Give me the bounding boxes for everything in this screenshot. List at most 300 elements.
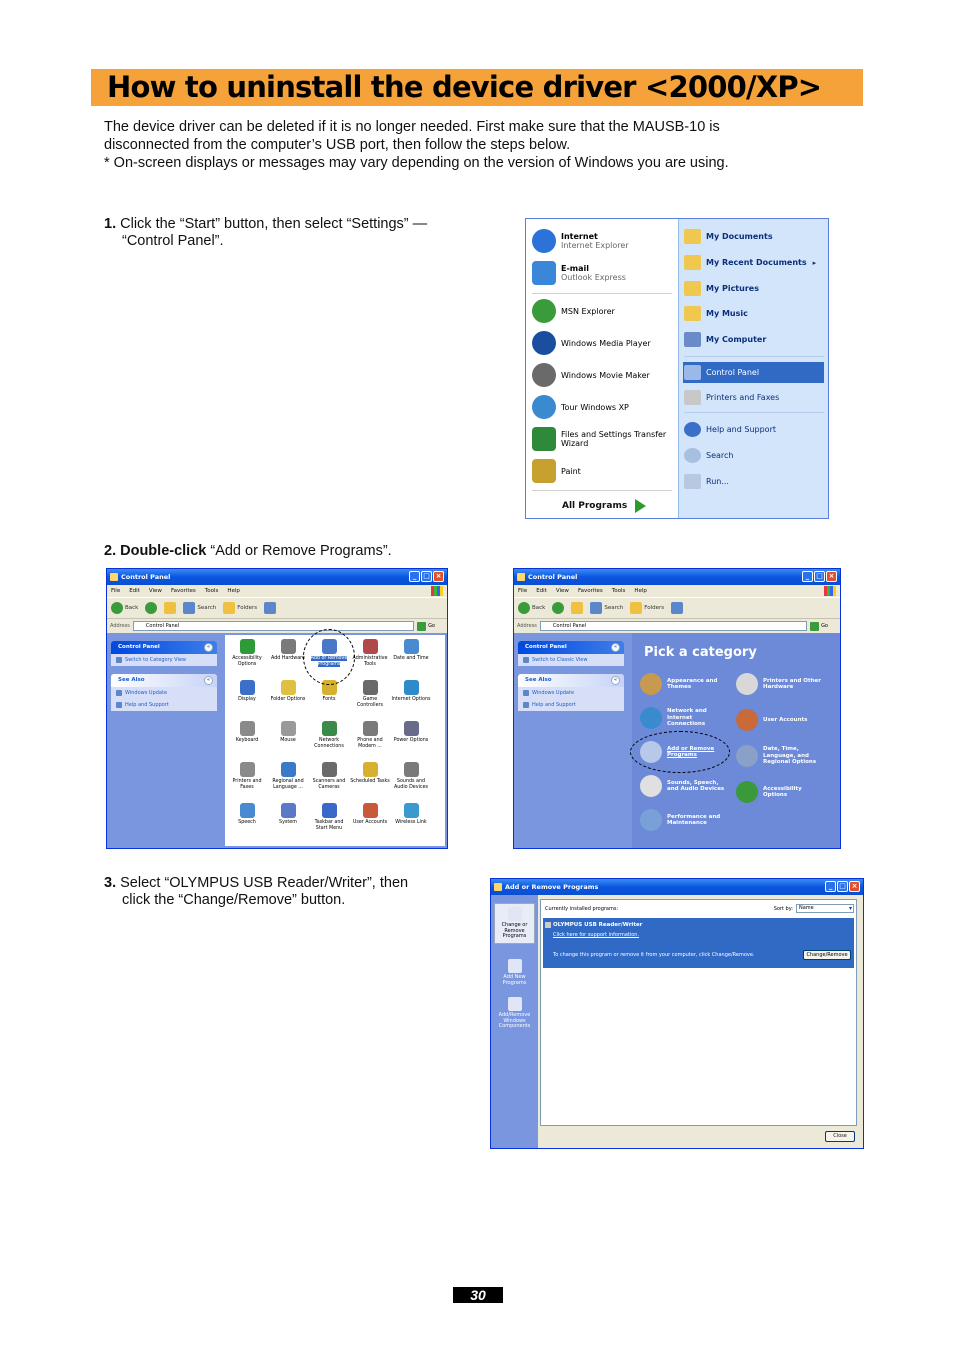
step-3 xyxy=(104,875,408,909)
chevron-right-icon: ▸ xyxy=(812,258,817,267)
control-panel-applet-icon xyxy=(404,639,419,654)
address-label: Address xyxy=(110,623,130,629)
step-text: click the “Change/Remove” button. xyxy=(122,892,346,908)
control-panel-applet-icon xyxy=(240,721,255,736)
cp-icon-label: Regional and Language ... xyxy=(272,779,304,790)
start-item-internet[interactable] xyxy=(532,229,629,253)
start-item-label: My Computer xyxy=(706,335,767,344)
category-item[interactable] xyxy=(736,745,816,767)
go-button[interactable] xyxy=(810,622,840,631)
go-button[interactable] xyxy=(417,622,447,631)
start-item-label: Run... xyxy=(706,477,729,486)
start-menu-separator xyxy=(532,490,672,491)
arrow-right-icon xyxy=(635,499,646,513)
cp-icon-label: Fonts xyxy=(322,697,336,702)
cp-icon-item[interactable] xyxy=(391,639,431,662)
cp-icon-label: Keyboard xyxy=(235,738,259,743)
collapse-icon[interactable]: « xyxy=(611,643,620,652)
start-item-label: Search xyxy=(706,451,734,460)
cp-icon-item[interactable] xyxy=(391,803,431,826)
start-item-label: Files and Settings Transfer xyxy=(561,430,667,439)
start-menu-separator xyxy=(684,356,824,357)
forward-arrow-icon xyxy=(145,602,157,614)
transfer-wizard-icon xyxy=(532,427,556,451)
views-button[interactable] xyxy=(264,602,276,614)
control-panel-icon xyxy=(110,573,118,581)
back-button[interactable] xyxy=(518,602,545,614)
start-item-label: My Documents xyxy=(706,232,773,241)
windows-components-icon xyxy=(508,997,522,1011)
start-item-label: Paint xyxy=(561,466,581,476)
search-button[interactable] xyxy=(183,602,216,614)
cp-icon-label: Power Options xyxy=(393,738,429,743)
start-item-search[interactable] xyxy=(684,448,733,463)
media-player-icon xyxy=(532,331,556,355)
cp-icon-item[interactable] xyxy=(227,803,267,826)
music-folder-icon xyxy=(684,306,701,321)
collapse-icon[interactable]: « xyxy=(204,676,213,685)
category-label-line: Accessibility xyxy=(763,785,802,792)
category-label-line: Options xyxy=(763,792,788,798)
cp-icon-item[interactable] xyxy=(268,639,308,662)
start-item-title: Internet xyxy=(561,232,598,241)
cp-icon-label: User Accounts xyxy=(352,820,388,825)
close-icon[interactable]: × xyxy=(826,571,837,582)
search-button[interactable] xyxy=(590,602,623,614)
cp-icon-item[interactable] xyxy=(309,762,349,790)
back-arrow-icon xyxy=(111,602,123,614)
up-button[interactable] xyxy=(571,602,583,614)
category-label xyxy=(667,814,720,827)
all-programs-button[interactable] xyxy=(562,499,646,513)
control-panel-applet-icon xyxy=(322,803,337,818)
toolbar xyxy=(107,597,447,619)
folder-icon xyxy=(684,255,701,270)
menu-tools[interactable]: Tools xyxy=(611,588,626,594)
intro-note: * On-screen displays or messages may vary depending on the version of Windows you are using. xyxy=(104,155,729,171)
control-panel-applet-icon xyxy=(322,721,337,736)
intro-line: disconnected from the computer’s USB port, then follow the steps below. xyxy=(104,137,571,153)
installed-programs-list xyxy=(540,899,857,1126)
program-row-olympus[interactable] xyxy=(543,918,854,968)
start-item-label: Wizard xyxy=(561,439,589,448)
start-item-label: Tour Windows XP xyxy=(561,402,629,412)
switch-view-link[interactable]: Switch to Classic View xyxy=(518,654,624,666)
go-arrow-icon xyxy=(417,622,426,631)
folders-button[interactable] xyxy=(223,602,257,614)
category-icon xyxy=(736,673,758,695)
start-item-help[interactable] xyxy=(684,422,776,437)
sidebar-label: Windows xyxy=(503,1017,526,1024)
address-bar xyxy=(107,619,447,633)
start-menu-separator xyxy=(532,293,672,294)
add-remove-icon xyxy=(494,883,502,891)
cp-icon-item[interactable] xyxy=(350,680,390,708)
step-text: “Control Panel”. xyxy=(122,233,224,249)
back-button[interactable] xyxy=(111,602,138,614)
windows-logo-icon xyxy=(824,586,836,596)
sidebar-label: Programs xyxy=(502,933,527,939)
cp-icon-label: Mouse xyxy=(280,738,296,743)
step-number: 2. xyxy=(104,543,117,559)
category-item[interactable] xyxy=(640,809,720,831)
menu-view[interactable]: View xyxy=(555,588,569,594)
menu-edit[interactable]: Edit xyxy=(536,588,547,594)
search-label: Search xyxy=(197,605,217,611)
go-label: Go xyxy=(821,623,828,629)
task-panel-see-also xyxy=(111,674,217,711)
start-item-label: My Recent Documents xyxy=(706,258,807,267)
folder-up-icon xyxy=(571,602,583,614)
menu-bar xyxy=(107,585,447,597)
menu-file[interactable]: File xyxy=(518,588,528,594)
control-panel-applet-icon xyxy=(281,680,296,695)
start-item-label: Windows Media Player xyxy=(561,338,651,348)
cp-icon-label: Speech xyxy=(238,820,256,825)
start-item-media-player[interactable] xyxy=(532,331,651,355)
control-panel-applet-icon xyxy=(281,803,296,818)
collapse-icon[interactable]: « xyxy=(611,676,620,685)
forward-button[interactable] xyxy=(552,602,564,614)
control-panel-applet-icon xyxy=(281,762,296,777)
folder-icon xyxy=(684,229,701,244)
cp-icon-item[interactable] xyxy=(268,680,308,703)
go-label: Go xyxy=(428,623,435,629)
control-panel-applet-icon xyxy=(404,762,419,777)
search-icon xyxy=(684,448,701,463)
start-item-label: Printers and Faxes xyxy=(706,393,780,402)
windows-update-link[interactable]: Windows Update xyxy=(111,687,217,699)
menu-favorites[interactable]: Favorites xyxy=(577,588,603,594)
cp-icon-label: Internet Options xyxy=(391,697,431,702)
switch-view-link[interactable]: Switch to Category View xyxy=(111,654,217,666)
task-pane xyxy=(111,641,217,719)
paint-brush-icon xyxy=(532,459,556,483)
category-label-line: Hardware xyxy=(763,684,794,690)
go-arrow-icon xyxy=(810,622,819,631)
close-button[interactable]: Close xyxy=(825,1131,855,1142)
start-item-printers[interactable] xyxy=(684,390,779,405)
back-label: Back xyxy=(532,605,546,611)
cp-icon-label: Accessibility Options xyxy=(232,656,262,667)
task-panel-title: Control Panel xyxy=(525,644,567,650)
folders-icon xyxy=(223,602,235,614)
change-remove-message: To change this program or remove it from your computer, click Change/Remove. xyxy=(553,952,755,958)
printer-icon xyxy=(684,390,701,405)
cp-icon-item[interactable] xyxy=(268,762,308,790)
up-button[interactable] xyxy=(164,602,176,614)
back-label: Back xyxy=(125,605,139,611)
folders-button[interactable] xyxy=(630,602,664,614)
cp-icon-label: Phone and Modem ... xyxy=(357,738,383,749)
start-item-my-documents[interactable] xyxy=(684,229,773,244)
control-panel-classic-screenshot xyxy=(106,568,448,849)
category-item[interactable] xyxy=(736,709,807,731)
start-item-my-music[interactable] xyxy=(684,306,748,321)
cp-icon-item[interactable] xyxy=(268,803,308,826)
window-titlebar xyxy=(107,569,447,585)
arp-sidebar xyxy=(491,895,538,1148)
forward-button[interactable] xyxy=(145,602,157,614)
category-label xyxy=(763,746,816,766)
start-item-label: MSN Explorer xyxy=(561,306,615,316)
step-text: Select “OLYMPUS USB Reader/Writer”, then xyxy=(120,875,409,891)
minimize-icon[interactable]: _ xyxy=(409,571,420,582)
page-number: 30 xyxy=(453,1287,503,1303)
views-icon xyxy=(264,602,276,614)
maximize-icon[interactable]: □ xyxy=(421,571,432,582)
control-panel-applet-icon xyxy=(363,680,378,695)
start-item-msn-explorer[interactable] xyxy=(532,299,615,323)
sidebar-label: Programs xyxy=(502,979,527,986)
start-item-my-pictures[interactable] xyxy=(684,281,759,296)
start-item-label: Windows Movie Maker xyxy=(561,370,650,380)
folders-label: Folders xyxy=(644,605,665,611)
control-panel-applet-icon xyxy=(240,803,255,818)
category-item[interactable] xyxy=(640,673,717,695)
help-support-link[interactable]: Help and Support xyxy=(111,699,217,711)
cp-icon-label: Folder Options xyxy=(270,697,306,702)
window-body xyxy=(514,633,840,848)
address-input[interactable]: Control Panel xyxy=(540,621,807,631)
cp-icon-label: Printers and Faxes xyxy=(232,779,262,790)
control-panel-applet-icon xyxy=(281,721,296,736)
views-icon xyxy=(671,602,683,614)
sort-by xyxy=(774,904,854,913)
add-new-programs-button[interactable] xyxy=(494,959,535,986)
category-label xyxy=(763,678,821,691)
start-item-label: Help and Support xyxy=(706,425,776,434)
address-input[interactable]: Control Panel xyxy=(133,621,414,631)
start-item-title: E-mail xyxy=(561,264,590,273)
cp-icon-label: Display xyxy=(238,697,256,702)
category-label-line: Themes xyxy=(667,684,692,690)
collapse-icon[interactable]: « xyxy=(204,643,213,652)
cp-icon-label: System xyxy=(279,820,297,825)
cp-icon-item[interactable] xyxy=(350,639,390,667)
cp-icon-item[interactable] xyxy=(391,680,431,703)
start-menu-right-pane xyxy=(678,219,828,518)
start-item-transfer-wizard[interactable] xyxy=(532,427,666,451)
cp-icon-item[interactable] xyxy=(350,721,390,749)
add-programs-icon xyxy=(508,959,522,973)
start-menu-screenshot xyxy=(525,218,829,519)
window-body xyxy=(107,633,447,848)
sidebar-label: Components xyxy=(498,1023,531,1029)
change-remove-programs-button[interactable] xyxy=(494,903,535,944)
start-item-run[interactable] xyxy=(684,474,729,489)
menu-help[interactable]: Help xyxy=(227,588,240,594)
search-icon xyxy=(590,602,602,614)
sidebar-label: Add New xyxy=(503,974,526,980)
control-panel-category-screenshot xyxy=(513,568,841,849)
cp-icon-label: Taskbar and Start Menu xyxy=(314,820,344,831)
category-label-line: Language, and xyxy=(763,752,809,759)
category-label-line: Network and xyxy=(667,708,707,715)
back-arrow-icon xyxy=(518,602,530,614)
cp-icon-label: Add or Remove Programs xyxy=(310,656,348,667)
category-item[interactable] xyxy=(640,775,724,797)
cp-icon-item[interactable] xyxy=(391,762,431,790)
cp-icon-item[interactable] xyxy=(227,762,267,790)
category-label-line: Date, Time, xyxy=(763,746,799,753)
menu-favorites[interactable]: Favorites xyxy=(170,588,196,594)
menu-view[interactable]: View xyxy=(148,588,162,594)
minimize-icon[interactable]: _ xyxy=(825,881,836,892)
task-panel-see-also xyxy=(518,674,624,711)
start-menu-left-pane xyxy=(526,219,678,518)
run-icon xyxy=(684,474,701,489)
task-panel-title: See Also xyxy=(118,677,145,683)
folder-up-icon xyxy=(164,602,176,614)
forward-arrow-icon xyxy=(552,602,564,614)
control-panel-applet-icon xyxy=(363,803,378,818)
cp-icon-item[interactable] xyxy=(391,721,431,744)
task-panel-control-panel xyxy=(111,641,217,666)
msn-butterfly-icon xyxy=(532,299,556,323)
menu-file[interactable]: File xyxy=(111,588,121,594)
address-bar xyxy=(514,619,840,633)
start-item-control-panel[interactable] xyxy=(683,362,824,383)
list-header: Currently installed programs: xyxy=(545,906,619,912)
category-label-line: User Accounts xyxy=(763,716,808,723)
toolbar xyxy=(514,597,840,619)
start-item-my-computer[interactable] xyxy=(684,332,766,347)
folders-icon xyxy=(630,602,642,614)
all-programs-label: All Programs xyxy=(562,501,628,511)
add-remove-windows-components-button[interactable] xyxy=(494,997,535,1030)
start-item-paint[interactable] xyxy=(532,459,581,483)
category-heading: Pick a category xyxy=(644,645,757,660)
control-panel-icon xyxy=(684,365,701,380)
menu-help[interactable]: Help xyxy=(634,588,647,594)
start-item-recent-documents[interactable] xyxy=(684,255,816,270)
sidebar-label: Remove xyxy=(504,927,525,934)
menu-edit[interactable]: Edit xyxy=(129,588,140,594)
control-panel-applet-icon xyxy=(363,762,378,777)
computer-icon xyxy=(684,332,701,347)
start-item-tour-xp[interactable] xyxy=(532,395,629,419)
cp-icon-label: Sounds and Audio Devices xyxy=(393,779,429,790)
menu-tools[interactable]: Tools xyxy=(204,588,219,594)
category-label-line: Appearance and xyxy=(667,677,718,684)
program-name: OLYMPUS USB Reader/Writer xyxy=(553,922,643,928)
category-icon xyxy=(736,781,758,803)
start-item-email[interactable] xyxy=(532,261,626,285)
category-label xyxy=(667,678,717,691)
cp-icon-label: Scheduled Tasks xyxy=(350,779,390,784)
window-title: Control Panel xyxy=(528,573,578,581)
minimize-icon[interactable]: _ xyxy=(802,571,813,582)
windows-update-link[interactable]: Windows Update xyxy=(518,687,624,699)
control-panel-applet-icon xyxy=(404,721,419,736)
window-title: Add or Remove Programs xyxy=(505,883,599,891)
category-label-line: Maintenance xyxy=(667,820,707,826)
category-item[interactable] xyxy=(736,673,821,695)
task-panel-title: See Also xyxy=(525,677,552,683)
start-menu-separator xyxy=(684,412,824,413)
help-icon xyxy=(684,422,701,437)
maximize-icon[interactable]: □ xyxy=(837,881,848,892)
step-emphasis: Double-click xyxy=(120,543,207,559)
start-item-movie-maker[interactable] xyxy=(532,363,650,387)
category-label xyxy=(667,780,724,793)
category-icon xyxy=(640,775,662,797)
cp-icon-label: Network Connections xyxy=(314,738,344,749)
arp-main xyxy=(538,895,863,1148)
start-item-label: My Pictures xyxy=(706,284,759,293)
control-panel-applet-icon xyxy=(240,680,255,695)
cp-icon-item[interactable] xyxy=(268,721,308,744)
change-remove-button[interactable]: Change/Remove xyxy=(803,950,851,960)
category-item[interactable] xyxy=(736,781,802,803)
category-label-line: Printers and Other xyxy=(763,677,821,684)
cp-icon-label: Scanners and Cameras xyxy=(312,779,346,790)
folder-icon xyxy=(684,281,701,296)
help-support-link[interactable]: Help and Support xyxy=(518,699,624,711)
sort-select[interactable]: Name ▾ xyxy=(796,904,854,913)
control-panel-applet-icon xyxy=(363,721,378,736)
maximize-icon[interactable]: □ xyxy=(814,571,825,582)
category-icon xyxy=(640,673,662,695)
views-button[interactable] xyxy=(671,602,683,614)
category-item[interactable] xyxy=(640,707,707,729)
intro-line: The device driver can be deleted if it is no longer needed. First make sure that the MAUSB-10 is xyxy=(104,119,720,135)
step-2 xyxy=(104,543,392,560)
category-label-line: Programs xyxy=(667,752,697,758)
internet-explorer-icon xyxy=(532,229,556,253)
cp-icon-item[interactable] xyxy=(227,721,267,744)
windows-logo-icon xyxy=(431,586,443,596)
cp-icon-item[interactable] xyxy=(309,803,349,831)
sort-label: Sort by: xyxy=(773,905,793,912)
category-label xyxy=(667,708,707,728)
category-label-line: Internet xyxy=(667,714,693,721)
control-panel-applet-icon xyxy=(404,680,419,695)
folders-label: Folders xyxy=(237,605,258,611)
window-titlebar xyxy=(514,569,840,585)
close-icon[interactable]: × xyxy=(849,881,860,892)
control-panel-applet-icon xyxy=(404,803,419,818)
control-panel-applet-icon xyxy=(322,762,337,777)
menu-bar xyxy=(514,585,840,597)
category-icon xyxy=(736,745,758,767)
support-info-link[interactable]: Click here for support information. xyxy=(553,932,640,938)
start-item-sub: Outlook Express xyxy=(561,273,626,282)
category-icon xyxy=(736,709,758,731)
cp-icon-label: Add Hardware xyxy=(271,656,305,661)
category-label-line: and Audio Devices xyxy=(667,786,725,792)
programs-icon xyxy=(508,907,522,921)
sidebar-label: Add/Remove xyxy=(498,1012,531,1018)
control-panel-applet-icon xyxy=(281,639,296,654)
close-icon[interactable]: × xyxy=(433,571,444,582)
start-item-label: My Music xyxy=(706,309,748,318)
step-number: 1. xyxy=(104,216,117,232)
control-panel-applet-icon xyxy=(240,639,255,654)
category-label-line: Add or Remove xyxy=(667,745,715,752)
cp-icon-item[interactable] xyxy=(227,639,267,667)
cp-icon-item[interactable] xyxy=(350,762,390,785)
cp-icon-item[interactable] xyxy=(309,721,349,749)
cp-icon-item[interactable] xyxy=(350,803,390,826)
control-panel-applet-icon xyxy=(363,639,378,654)
category-label-line: Performance and xyxy=(667,813,721,820)
add-remove-programs-screenshot xyxy=(490,878,864,1149)
cp-icon-item[interactable] xyxy=(227,680,267,703)
highlight-circle xyxy=(303,629,355,685)
control-panel-icon xyxy=(517,573,525,581)
